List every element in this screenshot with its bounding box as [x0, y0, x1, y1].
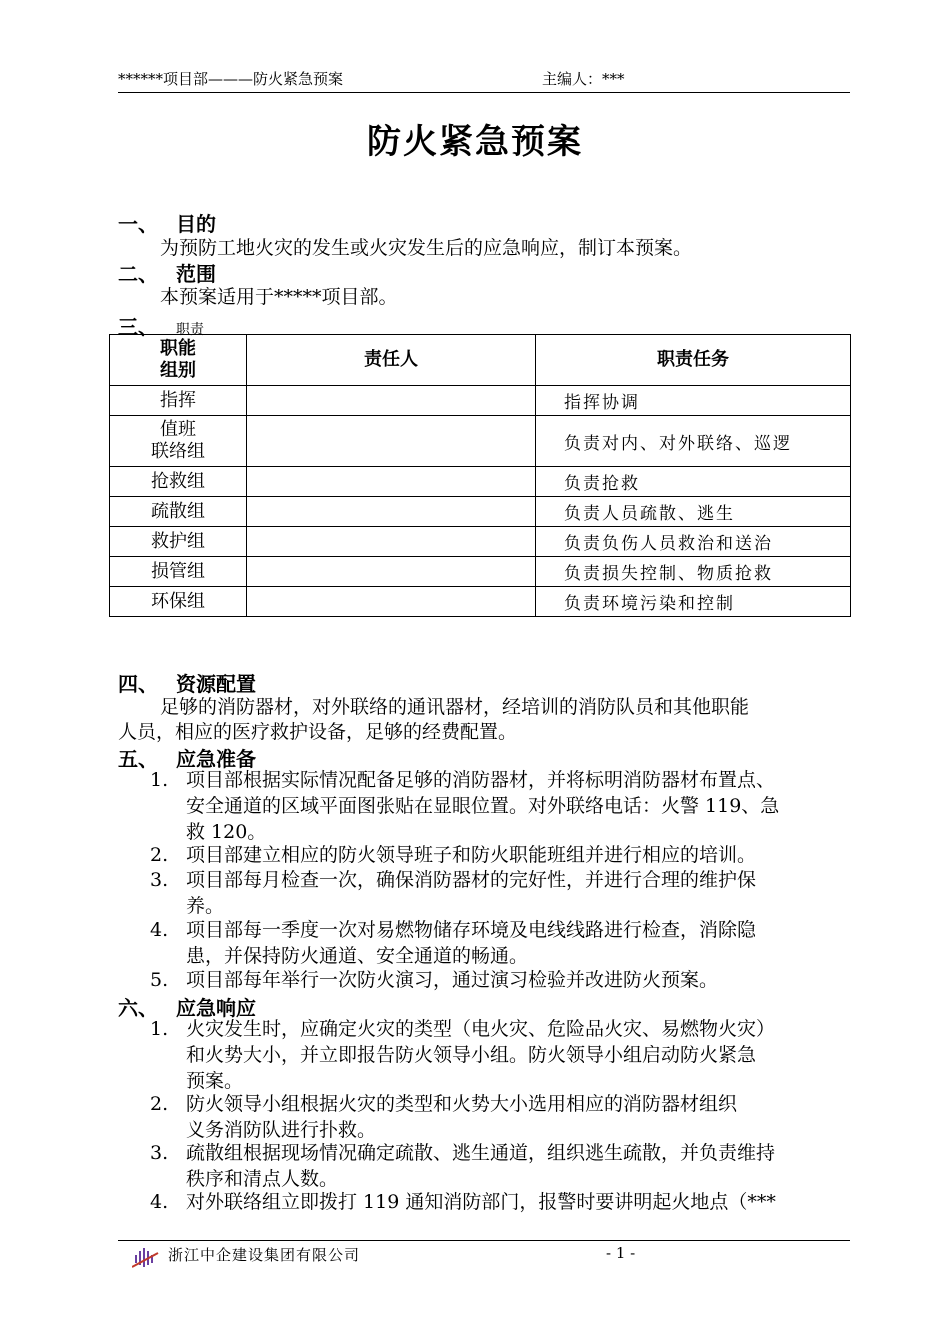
document-title: 防火紧急预案 — [367, 122, 583, 162]
section-1-body: 为预防工地火灾的发生或火灾发生后的应急响应，制订本预案。 — [160, 237, 693, 259]
person-cell — [247, 557, 536, 587]
list-line: 项目部每一季度一次对易燃物储存环境及电线线路进行检查，消除隐 — [186, 919, 757, 941]
table-row — [110, 416, 851, 467]
list-number: 4. — [150, 919, 169, 941]
list-line: 患，并保持防火通道、安全通道的畅通。 — [186, 945, 529, 967]
header-task: 职责任务 — [536, 335, 851, 386]
table-row — [110, 467, 851, 497]
group-cell — [110, 497, 247, 527]
page-number: - 1 - — [606, 1244, 636, 1262]
list-line: 火灾发生时，应确定火灾的类型（电火灾、危险品火灾、易燃物火灾） — [186, 1018, 776, 1040]
page-header — [118, 68, 850, 93]
task-cell: 负责抢救 — [536, 467, 851, 497]
list-line: 项目部根据实际情况配备足够的消防器材，并将标明消防器材布置点、 — [186, 769, 776, 791]
group-label: 环保组 — [151, 590, 205, 612]
section-4-number: 四、 — [118, 672, 158, 696]
header-group-line2: 组别 — [160, 360, 196, 381]
section-1-heading — [118, 208, 216, 237]
task-cell: 负责损失控制、物质抢救 — [536, 557, 851, 587]
list-text — [186, 967, 852, 993]
group-label: 救护组 — [151, 530, 205, 552]
company-logo-icon — [132, 1245, 160, 1271]
list-line: 义务消防队进行扑救。 — [186, 1119, 377, 1141]
page-footer — [118, 1240, 850, 1271]
person-cell — [247, 497, 536, 527]
group-label-line2: 联络组 — [151, 441, 205, 462]
table-row — [110, 527, 851, 557]
list-line: 项目部建立相应的防火领导班子和防火职能班组并进行相应的培训。 — [186, 844, 757, 866]
group-cell — [110, 416, 247, 467]
section-2-number: 二、 — [118, 262, 158, 286]
group-label: 值班 — [160, 419, 196, 440]
section-1-title: 目的 — [176, 212, 216, 236]
person-cell — [247, 386, 536, 416]
section-6-number: 六、 — [118, 996, 158, 1020]
list-text — [186, 767, 852, 845]
list-line: 项目部每月检查一次，确保消防器材的完好性，并进行合理的维护保 — [186, 869, 757, 891]
section-5-title: 应急准备 — [176, 747, 256, 771]
list-number: 1. — [150, 769, 169, 791]
list-number: 1. — [150, 1018, 169, 1040]
footer-company-name: 浙江中企建设集团有限公司 — [168, 1246, 361, 1264]
person-cell — [247, 587, 536, 617]
list-text — [186, 1140, 852, 1192]
list-line: 项目部每年举行一次防火演习，通过演习检验并改进防火预案。 — [186, 969, 719, 991]
group-label: 指挥 — [160, 389, 196, 411]
group-cell — [110, 467, 247, 497]
group-cell — [110, 527, 247, 557]
section-2-title: 范围 — [176, 262, 216, 286]
list-number: 5. — [150, 969, 169, 991]
list-line: 安全通道的区域平面图张贴在显眼位置。对外联络电话：火警 119、急 — [186, 795, 780, 817]
list-line: 养。 — [186, 895, 225, 917]
task-cell: 指挥协调 — [536, 386, 851, 416]
header-person: 责任人 — [247, 335, 536, 386]
table-row — [110, 587, 851, 617]
list-text — [186, 867, 852, 919]
task-cell: 负责环境污染和控制 — [536, 587, 851, 617]
section-4-title: 资源配置 — [176, 672, 256, 696]
list-line: 救 120。 — [186, 821, 267, 843]
section-3-number: 三、 — [118, 315, 158, 339]
list-line: 疏散组根据现场情况确定疏散、逃生通道，组织逃生疏散，并负责维持 — [186, 1142, 776, 1164]
table-row — [110, 557, 851, 587]
group-cell — [110, 557, 247, 587]
list-line: 对外联络组立即拨打 119 通知消防部门，报警时要讲明起火地点（*** — [186, 1191, 776, 1213]
person-cell — [247, 467, 536, 497]
list-text — [186, 1091, 852, 1143]
section-3-title: 职责 — [176, 322, 204, 338]
group-cell — [110, 587, 247, 617]
group-label: 损管组 — [151, 560, 205, 582]
section-2-body: 本预案适用于*****项目部。 — [160, 286, 398, 308]
list-number: 2. — [150, 1093, 169, 1115]
list-line: 预案。 — [186, 1070, 244, 1092]
list-line: 和火势大小，并立即报告防火领导小组。防火领导小组启动防火紧急 — [186, 1044, 757, 1066]
table-row — [110, 386, 851, 416]
task-cell: 负责对内、对外联络、巡逻 — [536, 416, 851, 467]
section-4-body-line2: 人员，相应的医疗救护设备，足够的经费配置。 — [118, 721, 518, 743]
table-row — [110, 497, 851, 527]
header-left-text: ******项目部———防火紧急预案 — [118, 70, 344, 88]
section-4-body-line1: 足够的消防器材，对外联络的通讯器材，经培训的消防队员和其他职能 — [160, 696, 750, 718]
section-2-heading — [118, 258, 216, 287]
header-editor-text: 主编人：*** — [542, 70, 625, 88]
header-group — [110, 335, 247, 386]
section-6-title: 应急响应 — [176, 996, 256, 1020]
list-text — [186, 1016, 852, 1094]
list-line: 防火领导小组根据火灾的类型和火势大小选用相应的消防器材组织 — [186, 1093, 738, 1115]
person-cell — [247, 416, 536, 467]
task-cell: 负责负伤人员救治和送治 — [536, 527, 851, 557]
duty-table — [109, 334, 851, 617]
group-label: 疏散组 — [151, 500, 205, 522]
list-number: 4. — [150, 1191, 169, 1213]
list-number: 3. — [150, 869, 169, 891]
person-cell — [247, 527, 536, 557]
task-cell: 负责人员疏散、逃生 — [536, 497, 851, 527]
group-label: 抢救组 — [151, 470, 205, 492]
list-text — [186, 917, 852, 969]
header-group-line1: 职能 — [160, 338, 196, 359]
section-5-number: 五、 — [118, 747, 158, 771]
list-text — [186, 842, 852, 868]
list-line: 秩序和清点人数。 — [186, 1168, 339, 1190]
table-header-row — [110, 335, 851, 386]
section-4-heading — [118, 668, 256, 697]
list-text — [186, 1189, 852, 1215]
group-cell — [110, 386, 247, 416]
list-number: 2. — [150, 844, 169, 866]
section-1-number: 一、 — [118, 212, 158, 236]
list-number: 3. — [150, 1142, 169, 1164]
